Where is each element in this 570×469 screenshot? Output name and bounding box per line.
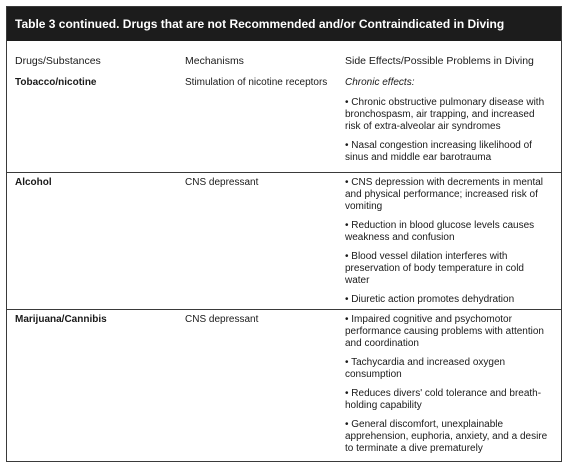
mechanism: CNS depressant <box>185 314 259 325</box>
table-title: Table 3 continued. Drugs that are not Recommended and/or Contraindicated in Diving <box>7 7 561 41</box>
side-effect-item: • Blood vessel dilation interferes with preservation of body temperature in cold water <box>345 251 524 286</box>
table-row <box>7 310 561 454</box>
side-effect-item: • Tachycardia and increased oxygen consumption <box>345 357 506 380</box>
header-drugs: Drugs/Substances <box>15 55 101 67</box>
side-effect-item: • Reduction in blood glucose levels causes weakness and confusion <box>345 220 535 243</box>
side-effect-item: • Diuretic action promotes dehydration <box>345 294 515 305</box>
drug-name: Alcohol <box>15 177 52 188</box>
drug-table <box>6 6 562 462</box>
side-effect-item: • General discomfort, unexplainable apprehension, euphoria, anxiety, and a desire to terminate a dive prematurely <box>345 419 548 454</box>
side-effects-list <box>345 177 551 306</box>
side-effect-item: • CNS depression with decrements in mental and physical performance; increased risk of vomiting <box>345 177 544 212</box>
side-effect-item: • Reduces divers' cold tolerance and breath-holding capability <box>345 388 542 411</box>
mechanism: CNS depressant <box>185 177 259 188</box>
header-side-effects: Side Effects/Possible Problems in Diving <box>345 55 534 67</box>
side-effect-item: • Impaired cognitive and psychomotor performance causing problems with attention and coordination <box>345 314 544 349</box>
drug-name: Marijuana/Cannibis <box>15 314 107 325</box>
chronic-effects-label: Chronic effects: <box>345 77 415 88</box>
table-row <box>7 173 561 310</box>
header-mechanisms: Mechanisms <box>185 55 244 67</box>
side-effect-item: • Chronic obstructive pulmonary disease with bronchospasm, air trapping, and increased risk of extra-alveolar air syndromes <box>345 97 545 132</box>
side-effects-list <box>345 314 551 455</box>
side-effects-list <box>345 77 551 164</box>
table-header-row <box>7 55 561 75</box>
mechanism: Stimulation of nicotine receptors <box>185 77 328 88</box>
drug-name: Tobacco/nicotine <box>15 77 97 88</box>
side-effect-item: • Nasal congestion increasing likelihood of sinus and middle ear barotrauma <box>345 140 532 163</box>
table-row <box>7 75 561 173</box>
